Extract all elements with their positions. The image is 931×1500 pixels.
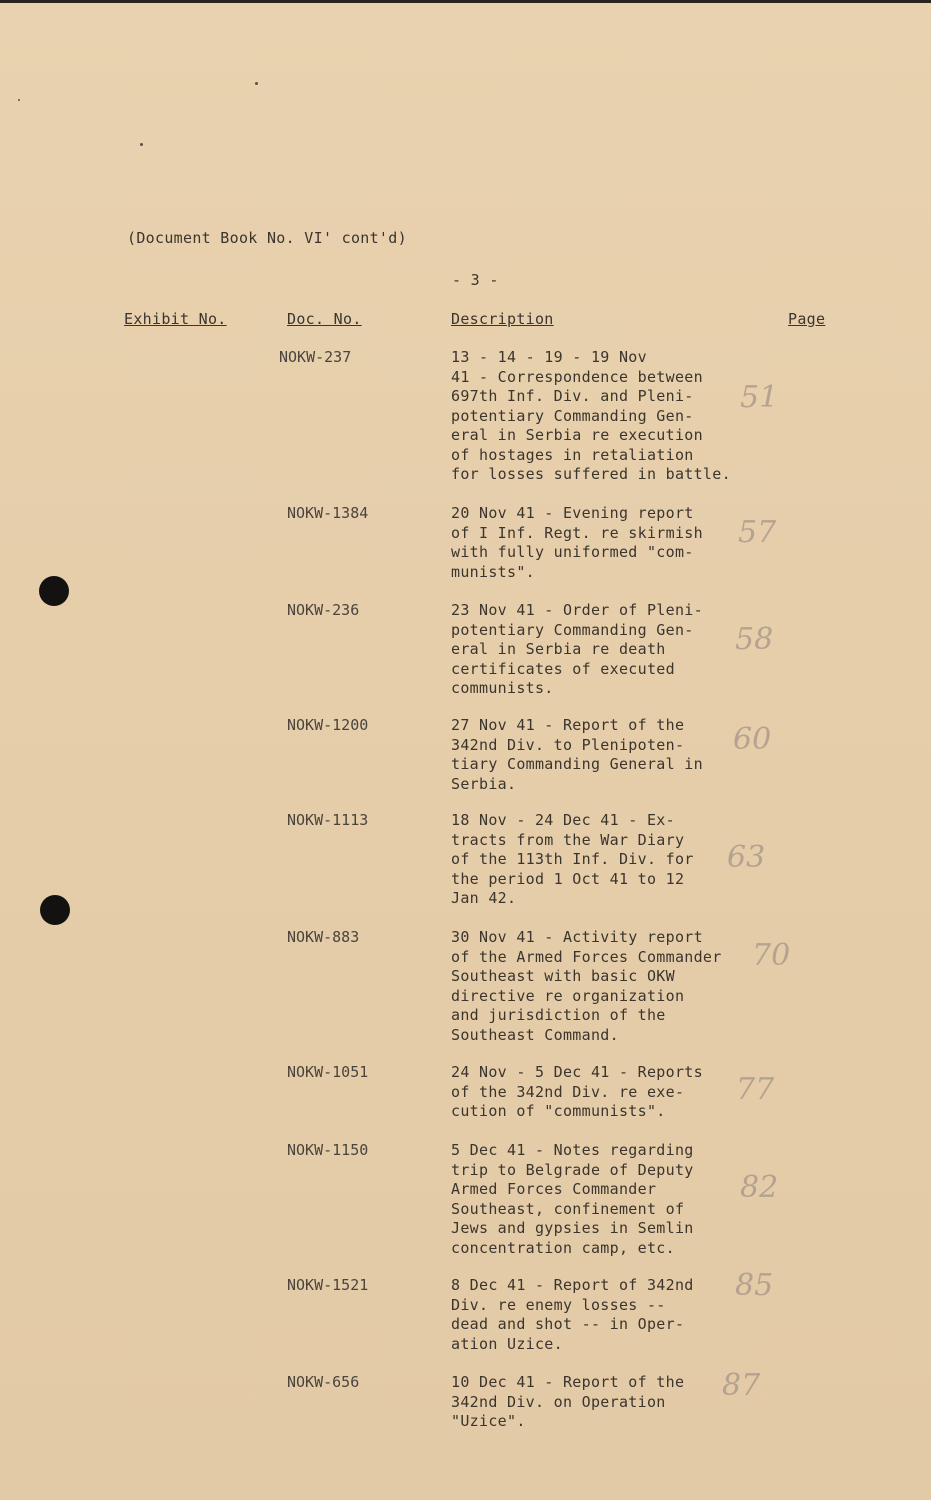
doc-number: NOKW-883 xyxy=(287,928,360,946)
paper-speck xyxy=(140,143,143,146)
handwritten-page-number: 51 xyxy=(740,380,779,415)
handwritten-page-number: 63 xyxy=(727,840,766,875)
handwritten-page-number: 60 xyxy=(733,722,772,757)
doc-number: NOKW-1384 xyxy=(287,504,369,522)
doc-number: NOKW-1051 xyxy=(287,1063,369,1081)
column-header-description: Description xyxy=(451,310,554,328)
entry-description: 18 Nov - 24 Dec 41 - Ex- tracts from the War Diary of the 113th Inf. Div. for the period 1 Oct 41 to 12 Jan 42. xyxy=(451,811,694,907)
column-header-exhibit-no: Exhibit No. xyxy=(124,310,227,328)
entry-description: 24 Nov - 5 Dec 41 - Reports of the 342nd Div. re exe- cution of "communists". xyxy=(451,1063,703,1120)
entry-description: 13 - 14 - 19 - 19 Nov 41 - Correspondence between 697th Inf. Div. and Pleni- potentiary Commanding Gen- eral in Serbia re execution of hostages in retaliation for losses suffered in battle. xyxy=(451,348,731,483)
doc-number: NOKW-656 xyxy=(287,1373,360,1391)
punch-hole-lower xyxy=(40,895,70,925)
handwritten-page-number: 57 xyxy=(738,515,777,550)
page-top-edge xyxy=(0,0,931,3)
entry-description: 5 Dec 41 - Notes regarding trip to Belgrade of Deputy Armed Forces Commander Southeast, confinement of Jews and gypsies in Semlin concentration camp, etc. xyxy=(451,1141,694,1257)
entry-description: 10 Dec 41 - Report of the 342nd Div. on Operation "Uzice". xyxy=(451,1373,685,1430)
page-number: - 3 - xyxy=(452,271,499,289)
entry-description: 8 Dec 41 - Report of 342nd Div. re enemy losses -- dead and shot -- in Oper- ation Uzice. xyxy=(451,1276,694,1353)
handwritten-page-number: 70 xyxy=(752,938,791,973)
paper-speck xyxy=(255,82,258,85)
entry-description: 23 Nov 41 - Order of Pleni- potentiary Commanding Gen- eral in Serbia re death certificates of executed communists. xyxy=(451,601,703,697)
doc-number: NOKW-1113 xyxy=(287,811,369,829)
entry-description: 20 Nov 41 - Evening report of I Inf. Regt. re skirmish with fully uniformed "com- munists". xyxy=(451,504,703,581)
doc-number: NOKW-1521 xyxy=(287,1276,369,1294)
handwritten-page-number: 87 xyxy=(722,1368,761,1403)
column-header-page: Page xyxy=(788,310,826,328)
punch-hole-upper xyxy=(39,576,69,606)
paper-speck xyxy=(18,99,20,101)
doc-number: NOKW-1200 xyxy=(287,716,369,734)
doc-number: NOKW-1150 xyxy=(287,1141,369,1159)
entry-description: 30 Nov 41 - Activity report of the Armed Forces Commander Southeast with basic OKW directive re organization and jurisdiction of the Southeast Command. xyxy=(451,928,722,1044)
continuation-header: (Document Book No. VI' cont'd) xyxy=(127,229,407,247)
handwritten-page-number: 77 xyxy=(736,1072,775,1107)
handwritten-page-number: 82 xyxy=(740,1170,779,1205)
handwritten-page-number: 58 xyxy=(735,622,774,657)
entry-description: 27 Nov 41 - Report of the 342nd Div. to Plenipoten- tiary Commanding General in Serbia. xyxy=(451,716,703,793)
column-header-doc-no: Doc. No. xyxy=(287,310,362,328)
doc-number: NOKW-236 xyxy=(287,601,360,619)
handwritten-page-number: 85 xyxy=(735,1268,774,1303)
doc-number: NOKW-237 xyxy=(279,348,352,366)
